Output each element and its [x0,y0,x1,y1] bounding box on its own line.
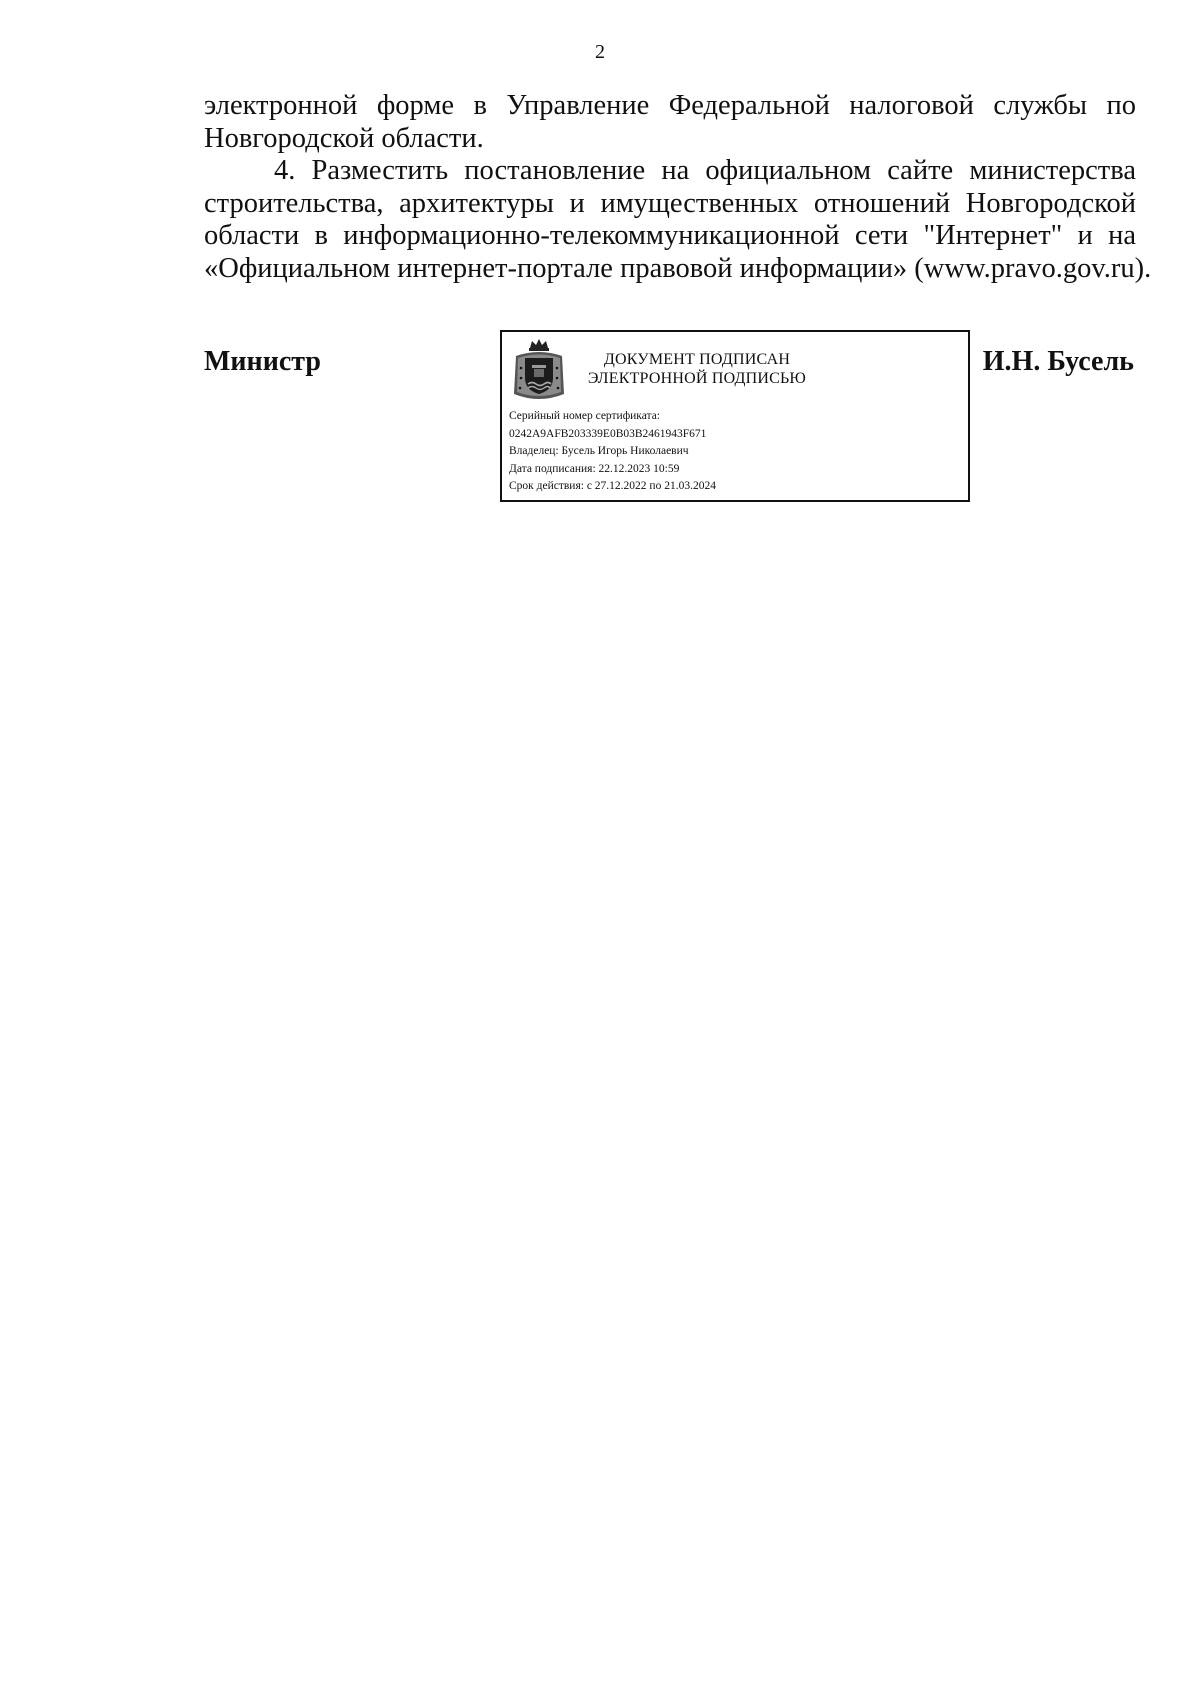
text-line: строительства, архитектуры и имущественных отношений Новгородской [204,187,1136,219]
stamp-heading-line: ЭЛЕКТРОННОЙ ПОДПИСЬЮ [587,370,807,387]
document-body [204,90,1152,285]
electronic-signature-stamp [500,330,970,502]
stamp-heading-line: ДОКУМЕНТ ПОДПИСАН [603,351,791,368]
text-line: Новгородской области. [204,122,484,154]
text-line: области в информационно-телекоммуникационной сети "Интернет" и на [204,220,1136,251]
signing-date: Дата подписания: 22.12.2023 10:59 [509,462,680,475]
paragraph-item-4 [204,155,1152,285]
page-number: 2 [595,41,605,63]
certificate-details [509,408,959,496]
paragraph-tax-service [204,90,1136,155]
text-line: «Официальном интернет-портале правовой информации» (www.pravo.gov.ru). [204,252,1152,284]
text-line: 4. Разместить постановление на официальном сайте министерства [274,155,1136,186]
signer-position: Министр [204,346,321,377]
coat-of-arms-icon [510,338,568,402]
signer-name: И.Н. Бусель [982,346,1134,377]
certificate-validity: Срок действия: с 27.12.2022 по 21.03.2024 [509,480,716,492]
signature-block [0,330,1200,510]
certificate-owner: Владелец: Бусель Игорь Николаевич [509,445,689,457]
certificate-serial-value: 0242A9AFB203339E0B03B2461943F671 [509,427,707,440]
certificate-serial-label: Серийный номер сертификата: [509,410,660,422]
text-line: электронной форме в Управление Федеральной налоговой службы по [204,90,1136,121]
stamp-heading [582,350,812,388]
